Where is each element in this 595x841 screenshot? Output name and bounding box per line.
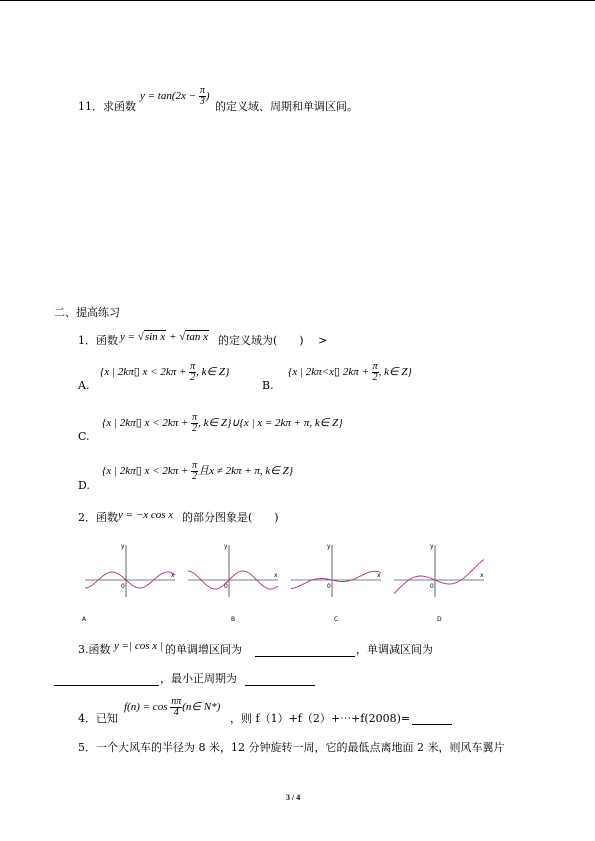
opt-a-num: π: [190, 361, 196, 372]
p3-line2: ，最小正周期为: [160, 672, 237, 685]
opt-d-post: 且x ≠ 2kπ + π, k∈ Z}: [198, 465, 294, 478]
graph-A-label: A: [82, 616, 87, 623]
p3-blank-increase[interactable]: [255, 655, 355, 657]
p1-opt-d-label: D.: [78, 479, 90, 492]
p1-opt-b-label: B.: [262, 379, 274, 392]
p4-formula-lhs: f(n) = cos: [124, 701, 168, 714]
graph-C-label: C: [334, 616, 339, 623]
p1-opt-a-label: A.: [78, 379, 90, 392]
opt-a-den: 2: [190, 372, 196, 383]
graph-A-origin: 0: [121, 583, 125, 590]
p2-formula: y = −x cos x: [118, 509, 174, 521]
page-number: 3 / 4: [286, 793, 301, 802]
opt-a-mid: x < 2kπ +: [139, 366, 187, 379]
q11-number: 11．求函数: [78, 100, 136, 113]
graph-C-origin: 0: [327, 583, 331, 590]
p2-rest: 的部分图象是( ): [182, 511, 279, 524]
q11-formula: [140, 86, 210, 107]
graph-A-y-label: y: [121, 543, 125, 550]
p4-number: 4．已知: [78, 712, 118, 725]
p3-blank-period[interactable]: [245, 684, 315, 686]
p1-opt-c-label: C.: [78, 430, 90, 443]
opt-d-den: 2: [192, 471, 198, 482]
graph-C-y-label: y: [327, 543, 331, 550]
graph-D-y-label: y: [430, 543, 434, 550]
graph-B-label: B: [231, 616, 236, 623]
opt-a-post: , k∈ Z}: [196, 366, 230, 379]
p3-formula: y =| cos x |: [114, 640, 163, 652]
graph-B-x-label: x: [274, 572, 278, 579]
p3-mid2: ，单调减区间为: [356, 643, 433, 656]
p4-rest: ，则 f（1）+f（2）+⋯+f(2008)=: [230, 712, 411, 725]
opt-a-pre: {x | 2kπ: [100, 366, 134, 379]
graph-A-x-label: x: [171, 572, 175, 579]
opt-c-mid: x < 2kπ +: [141, 417, 189, 430]
p1-formula: y = √sin x + √tan x: [120, 331, 208, 343]
opt-c-pre: {x | 2kπ: [102, 417, 136, 430]
opt-d-mid: x < 2kπ +: [141, 465, 189, 478]
opt-b-mid: 2kπ +: [340, 366, 369, 379]
graph-B-y-label: y: [224, 543, 228, 550]
p4-frac-num: nπ: [171, 696, 182, 707]
p1-opt-b: {x | 2kπ<x▯ 2kπ + $\frac{\pi}{2}$ , k∈ Z}: [288, 361, 412, 383]
graph-B-origin: 0: [224, 583, 228, 590]
q11-frac-num: π: [199, 85, 205, 96]
graph-D-label: D: [437, 616, 442, 623]
p1-rest: 的定义域为( ) >: [218, 334, 328, 347]
opt-c-den: 2: [192, 423, 198, 434]
p3-mid: 的单调增区间为: [165, 643, 242, 656]
p1-sqrt1: sin x: [144, 331, 166, 343]
p3-number: 3.函数: [78, 643, 111, 656]
graph-C-x-label: x: [377, 572, 381, 579]
p1-opt-a: {x | 2kπ▯ x < 2kπ + $\frac{\pi}{2}$ , k∈ Z}: [100, 361, 230, 383]
p1-sqrt2: tan x: [186, 331, 208, 343]
opt-d-pre: {x | 2kπ: [102, 465, 136, 478]
p2-number: 2．函数: [78, 511, 118, 524]
section-title: 二、提高练习: [54, 306, 120, 319]
p2-graph-options: [80, 535, 500, 625]
opt-b-den: 2: [372, 372, 378, 383]
opt-b-num: π: [372, 361, 378, 372]
p4-blank[interactable]: [412, 723, 452, 725]
p4-frac-den: 4: [173, 707, 179, 718]
q11-frac-den: 3: [199, 96, 205, 107]
graph-D-x-label: x: [480, 572, 484, 579]
graph-D-origin: 0: [430, 583, 434, 590]
q11-fraction: [199, 86, 206, 107]
p1-opt-d: {x | 2kπ▯ x < 2kπ + $\frac{\pi}{2}$ 且x ≠ 2kπ + π, k∈ Z}: [102, 460, 294, 482]
graph-D-curve: [394, 560, 484, 594]
opt-d-num: π: [192, 460, 198, 471]
q11-formula-close: ): [205, 90, 210, 103]
q11-rest: 的定义域、周期和单调区间。: [215, 100, 358, 113]
p4-fraction: [170, 697, 182, 718]
p3-blank-decrease[interactable]: [54, 684, 159, 686]
p1-number: 1．函数: [78, 334, 118, 347]
opt-b-pre: {x | 2kπ<x: [288, 366, 335, 379]
p4-formula-tail: (n∈ N*): [182, 701, 221, 714]
q11-formula-lhs: y = tan(2x −: [140, 90, 197, 103]
p5-text: 5．一个大风车的半径为 8 米，12 分钟旋转一周，它的最低点离地面 2 米，则风车翼片: [78, 741, 505, 754]
p4-formula: [124, 697, 220, 718]
p1-opt-c: {x | 2kπ▯ x < 2kπ + $\frac{\pi}{2}$ , k∈ Z}∪{x | x = 2kπ + π, k∈ Z}: [102, 412, 343, 434]
opt-b-post: , k∈ Z}: [378, 366, 412, 379]
top-rule: [0, 0, 595, 1]
opt-c-post: , k∈ Z}∪{x | x = 2kπ + π, k∈ Z}: [198, 417, 343, 430]
opt-b-fraction: [372, 362, 379, 383]
opt-c-num: π: [192, 412, 198, 423]
